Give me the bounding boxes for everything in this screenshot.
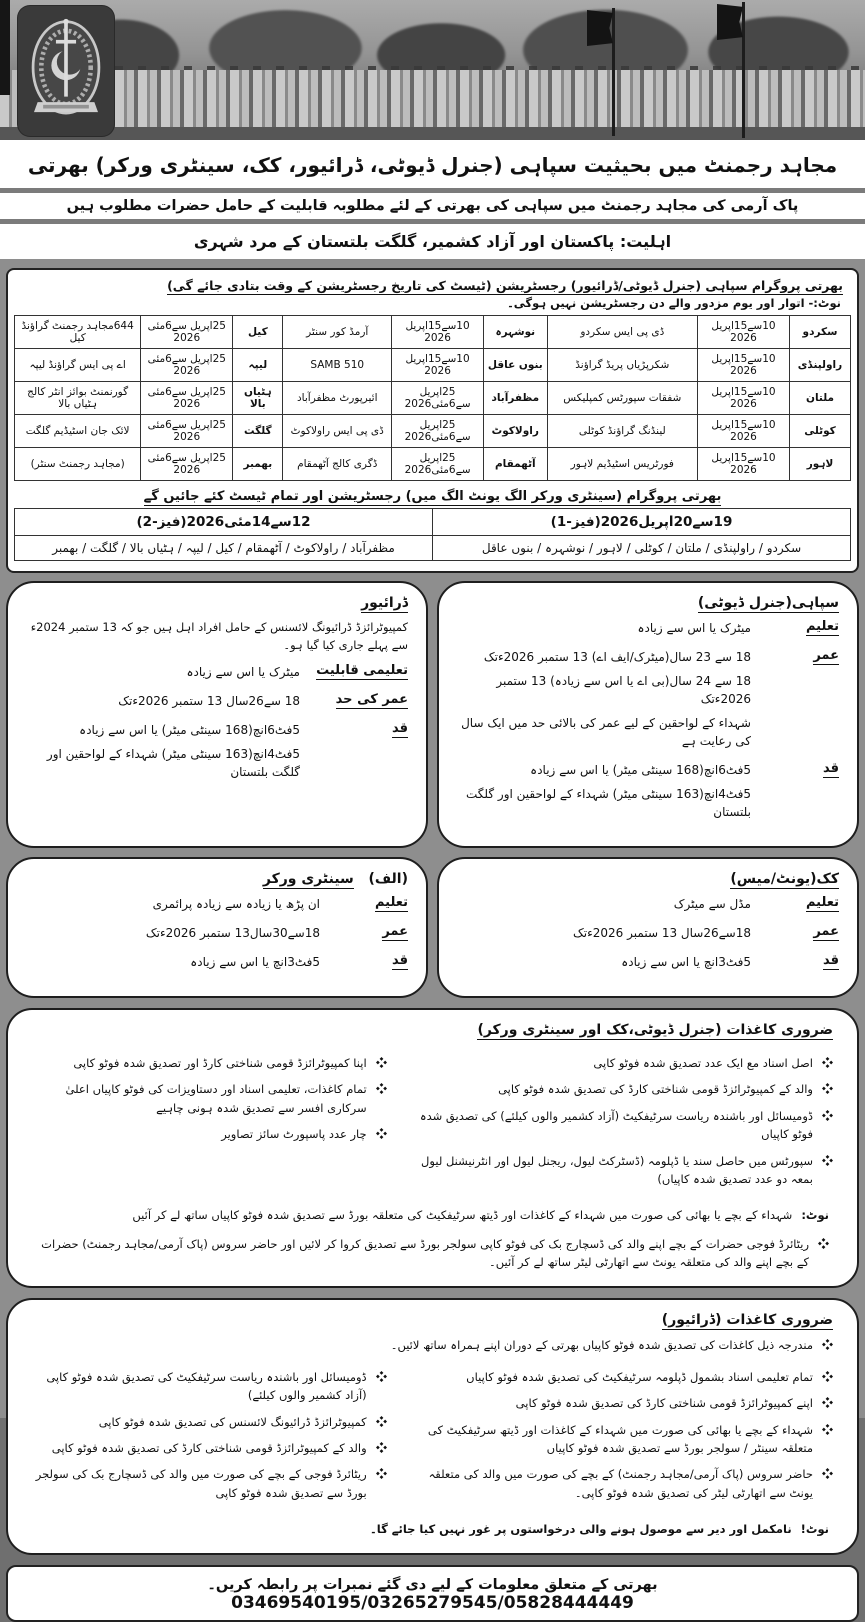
list-item: والد کے کمپیوٹرائزڈ قومی شناختی کارڈ کی تصدیق شدہ فوٹو کاپی (417, 1080, 833, 1098)
driver-box (6, 581, 428, 848)
four-diamond-bullet-icon (822, 1110, 833, 1144)
list-item: ریٹائرڈ فوجی کے بچے کی صورت میں والد کی ڈسچارج بک کی سولجر بورڈ سے تصدیق شدہ فوٹو کاپی (32, 1465, 387, 1502)
age-relaxation: شہداء کے لواحقین کے لیے عمر کی بالائی حد میں ایک سال کی رعایت ہے (461, 716, 751, 748)
box-title: سپاہی(جنرل ڈیوٹی) (697, 595, 839, 611)
height-label: قد (822, 953, 839, 968)
height-value: 5فٹ3انچ یا اس سے زیادہ (621, 955, 751, 969)
box-title: کک(یونٹ/میس) (730, 871, 839, 887)
main-title-text: مجاہد رجمنٹ میں بحیثیت سپاہی (جنرل ڈیوٹی، ڈرائیور، کک، سینٹری ورکر) بھرتی (27, 153, 838, 177)
note-label: نوٹ! (800, 1522, 829, 1537)
documents-right-column (417, 1046, 833, 1196)
four-diamond-bullet-icon (822, 1057, 833, 1072)
four-diamond-bullet-icon (376, 1442, 387, 1457)
four-diamond-bullet-icon (822, 1083, 833, 1098)
list-item: اپنا کمپیوٹرائزڈ قومی شناختی کارڈ اور تصدیق شدہ فوٹو کاپی (32, 1054, 387, 1072)
retired-serving-note: ریٹائرڈ فوجی حضرات کے بچے اپنے والد کی ڈسچارج بک کی فوٹو کاپی سولجر بورڈ سے تصدیق کروا کر لائیں اور حاضر سروس (پاک آرمی/مجاہد رجمنٹ) حضرات کے بچے اپنے والد کی متعلقہ یونٹ سے اتھارٹی لیٹر ساتھ لے کر آئیں۔ (36, 1235, 829, 1272)
list-item: والد کے کمپیوٹرائزڈ قومی شناختی کارڈ کی تصدیق شدہ فوٹو کاپی (32, 1439, 387, 1457)
subtitle-band (0, 188, 865, 224)
four-diamond-bullet-icon (818, 1238, 829, 1272)
age-label: عمر کی حد (335, 691, 408, 707)
incomplete-applications-note: نوٹ! نامکمل اور دیر سے موصول ہونے والی درخواستوں پر غور نہیں کیا جائے گا۔ (36, 1520, 829, 1538)
photo-edge-strip (0, 0, 10, 95)
height-value: 5فٹ6انچ(168 سینٹی میٹر) یا اس سے زیادہ (79, 722, 300, 737)
main-title (0, 140, 865, 188)
age-value: 18 سے 23 سال(میٹرک/ایف اے) 13 ستمبر 2026ءتک (483, 650, 751, 664)
phone-numbers: 03469540195/03265279545/05828444449 (231, 1592, 634, 1613)
schedule-note: نوٹ:- اتوار اور یوم مزدور والے دن رجسٹریشن نہیں ہوگی۔ (507, 296, 841, 310)
documents-left-column (32, 1046, 387, 1196)
four-diamond-bullet-icon (376, 1416, 387, 1431)
box-title-prefix: (الف) (368, 871, 408, 887)
four-diamond-bullet-icon (822, 1155, 833, 1189)
age-label: عمر (382, 924, 408, 939)
list-item: شہداء کے بچے یا بھائی کی صورت میں شہداء کے کاغذات اور ڈیتھ سرٹیفکیٹ کی متعلقہ سینٹر / سولجر بورڈ سے تصدیق شدہ فوٹو کاپیاں (417, 1421, 833, 1458)
contact-footer (6, 1565, 859, 1622)
four-diamond-bullet-icon (822, 1371, 833, 1386)
four-diamond-bullet-icon (376, 1468, 387, 1502)
soldier-parade-row (0, 70, 865, 128)
documents-right-column (417, 1360, 833, 1510)
education-label: تعلیم (374, 895, 408, 910)
list-item: ڈومیسائل اور باشندہ ریاست سرٹیفکیٹ (آزاد کشمیر والوں کیلئے) کی تصدیق شدہ فوٹو کاپیاں (417, 1107, 833, 1144)
four-diamond-bullet-icon (822, 1468, 833, 1502)
education-label: تعلیم (805, 619, 839, 634)
driver-docs-intro: مندرجہ ذیل کاغذات کی تصدیق شدہ فوٹو کاپیاں بھرتی کے دوران اپنے ہمراہ ساتھ لائیں۔ (32, 1336, 833, 1354)
height-value: 5فٹ4انچ(163 سینٹی میٹر) شہداء کے لواحقین اور گلگت بلتستان (466, 787, 751, 819)
list-item: سپورٹس میں حاصل سند یا ڈپلومہ (ڈسٹرکٹ لیول، ریجنل لیول اور انٹرنیشنل لیول بمعہ دو عدد تصدیق شدہ کاپیاں) (417, 1152, 833, 1189)
four-diamond-bullet-icon (376, 1057, 387, 1072)
four-diamond-bullet-icon (822, 1424, 833, 1458)
age-label: عمر (813, 648, 839, 663)
height-value: 5فٹ4انچ(163 سینٹی میٹر) شہداء کے لواحقین اور گلگت بلتستان (46, 746, 300, 779)
list-item: حاضر سروس (پاک آرمی/مجاہد رجمنٹ) کے بچے کی صورت میں والد کی متعلقہ یونٹ سے اتھارٹی لیٹر کی تصدیق شدہ فوٹو کاپی۔ (417, 1465, 833, 1502)
height-label: قد (391, 953, 408, 968)
phase2-dates: 12سے14مئی2026(فیز-2) (15, 509, 433, 536)
list-item: اپنے کمپیوٹرائزڈ قومی شناختی کارڈ کی تصدیق شدہ فوٹو کاپی (417, 1394, 833, 1412)
contact-text: بھرتی کے متعلق معلومات کے لیے دی گئے نمبرات پر رابطہ کریں۔ (207, 1576, 658, 1593)
header-parade-photo (0, 0, 865, 140)
four-diamond-bullet-icon (376, 1083, 387, 1117)
table-row (15, 509, 851, 536)
table-row: لاہور 10سے15اپریل 2026 فورٹریس اسٹیڈیم لاہور آٹھمقام 25اپریل سے6مئی2026 ڈگری کالج آٹھمقام بھمبر 25اپریل سے6مئی 2026 (مجاہد رجمنٹ سنٹر) (15, 448, 851, 481)
phase2-cities: مظفرآباد / راولاکوٹ / آٹھمقام / کیل / لیپہ / ہٹیاں بالا / گلگت / بھمبر (15, 536, 433, 561)
education-label: تعلیم (805, 895, 839, 910)
driver-licence-note: کمپیوٹرائزڈ ڈرائیونگ لائسنس کے حامل افراد اہل ہیں جو کہ 13 ستمبر 2024ء سے پہلے جاری کیا گیا ہو۔ (30, 620, 408, 652)
phase-schedule-table (14, 508, 851, 561)
sanitary-worker-box (6, 857, 428, 998)
list-item: ڈومیسائل اور باشندہ ریاست سرٹیفکیٹ کی تصدیق شدہ فوٹو کاپی (آزاد کشمیر والوں کیلئے) (32, 1368, 387, 1405)
parade-flag-icon (742, 2, 745, 138)
registration-schedule-table (14, 315, 851, 481)
phase1-cities: سکردو / راولپنڈی / ملتان / کوٹلی / لاہور / نوشہرہ / بنوں عاقل (433, 536, 851, 561)
table-row (15, 536, 851, 561)
documents-driver-box (6, 1298, 859, 1555)
documents-general-box (6, 1008, 859, 1288)
age-value: 18 سے26سال 13 ستمبر 2026ءتک (118, 693, 300, 708)
box-title: سینٹری ورکر (262, 871, 354, 887)
documents-heading: ضروری کاغذات (جنرل ڈیوٹی،کک اور سینٹری ورکر) (477, 1022, 833, 1038)
height-value: 5فٹ6انچ(168 سینٹی میٹر) یا اس سے زیادہ (530, 763, 751, 777)
note-label: نوٹ: (801, 1208, 829, 1223)
age-label: عمر (813, 924, 839, 939)
subtitle-text: پاک آرمی کی مجاہد رجمنٹ میں سپاہی کی بھرتی کے لئے مطلوبہ قابلیت کے حامل حضرات مطلوب ہیں (0, 193, 865, 219)
four-diamond-bullet-icon (822, 1339, 833, 1354)
shuhada-note: نوٹ: شہداء کے بچے یا بھائی کی صورت میں شہداء کے کاغذات اور ڈیتھ سرٹیفکیٹ کی متعلقہ بورڈ سے تصدیق شدہ فوٹو کاپیاں ساتھ لے کر آئیں (36, 1206, 829, 1224)
table-row: کوٹلی 10سے15اپریل 2026 لینڈنگ گراؤنڈ کوٹلی راولاکوٹ 25اپریل سے6مئی2026 ڈی پی ایس راولاکوٹ گلگت 25اپریل سے6مئی 2026 لائک جان اسٹیڈیم گلگت (15, 415, 851, 448)
eligibility-line: اہلیت: پاکستان اور آزاد کشمیر، گلگت بلتستان کے مرد شہری (0, 224, 865, 259)
parade-flag-icon (612, 8, 615, 136)
cook-box (437, 857, 859, 998)
age-value: 18سے26سال 13 ستمبر 2026ءتک (573, 926, 751, 940)
parade-ground (0, 127, 865, 140)
documents-heading: ضروری کاغذات (ڈرائیور) (661, 1311, 833, 1328)
four-diamond-bullet-icon (376, 1371, 387, 1405)
four-diamond-bullet-icon (822, 1397, 833, 1412)
documents-left-column (32, 1360, 387, 1510)
box-title: ڈرائیور (361, 595, 408, 611)
regiment-badge-icon (18, 6, 114, 136)
age-value: 18 سے 24 سال(بی اے یا اس سے زیادہ) 13 ستمبر 2026ءتک (496, 674, 751, 706)
height-label: قد (391, 720, 408, 736)
phase1-dates: 19سے20اپریل2026(فیز-1) (433, 509, 851, 536)
education-value: میٹرک یا اس سے زیادہ (637, 621, 751, 635)
table-row: راولپنڈی 10سے15اپریل 2026 شکرپڑیاں پریڈ گراؤنڈ بنوں عاقل 10سے15اپریل 2026 510 SAMB لیپہ 25اپریل سے6مئی 2026 اے پی ایس گراؤنڈ لیپہ (15, 349, 851, 382)
height-label: قد (822, 761, 839, 776)
age-value: 18سے30سال13 ستمبر 2026ءتک (145, 926, 320, 940)
four-diamond-bullet-icon (376, 1128, 387, 1143)
sipahi-general-duty-box (437, 581, 859, 848)
education-value: میٹرک یا اس سے زیادہ (186, 664, 300, 679)
height-value: 5فٹ3انچ یا اس سے زیادہ (190, 955, 320, 969)
education-value: ان پڑھ یا زیادہ سے زیادہ پرائمری (152, 897, 320, 911)
sanitary-schedule-heading: بھرتی پروگرام (سینٹری ورکر الگ یونٹ الگ میں) رجسٹریشن اور تمام ٹیسٹ کئے جائیں گے (143, 489, 722, 504)
list-item: چار عدد پاسپورٹ سائز تصاویر (32, 1125, 387, 1143)
schedule-heading: بھرتی پروگرام سپاہی (جنرل ڈیوٹی/ڈرائیور) رجسٹریشن (ٹیسٹ کی تاریخ رجسٹریشن کے وقت بتادی جائے گی) (167, 278, 843, 293)
education-label: تعلیمی قابلیت (316, 662, 408, 678)
list-item: کمپیوٹرائزڈ ڈرائیونگ لائسنس کی تصدیق شدہ فوٹو کاپی (32, 1413, 387, 1431)
education-value: مڈل سے میٹرک (673, 897, 751, 911)
requirement-boxes (6, 581, 859, 998)
table-row: ملتان 10سے15اپریل 2026 شفقات سپورٹس کمپلیکس مظفرآباد 25اپریل سے6مئی2026 ائیرپورٹ مظفرآباد ہٹیاں بالا 25اپریل سے6مئی 2026 گورنمنٹ بوائز انٹر کالج ہٹیاں بالا (15, 382, 851, 415)
schedule-box (6, 268, 859, 573)
list-item: اصل اسناد مع ایک عدد تصدیق شدہ فوٹو کاپی (417, 1054, 833, 1072)
list-item: تمام کاغذات، تعلیمی اسناد اور دستاویزات کی فوٹو کاپیاں اعلیٰ سرکاری افسر سے تصدیق شدہ ہونی چاہیے (32, 1080, 387, 1117)
table-row: سکردو 10سے15اپریل 2026 ڈی پی ایس سکردو نوشہرہ 10سے15اپریل 2026 آرمڈ کور سنٹر کیل 25اپریل سے6مئی 2026 644مجاہد رجمنٹ گراؤنڈ کیل (15, 316, 851, 349)
list-item: تمام تعلیمی اسناد بشمول ڈپلومہ سرٹیفکیٹ کی تصدیق شدہ فوٹو کاپیاں (417, 1368, 833, 1386)
